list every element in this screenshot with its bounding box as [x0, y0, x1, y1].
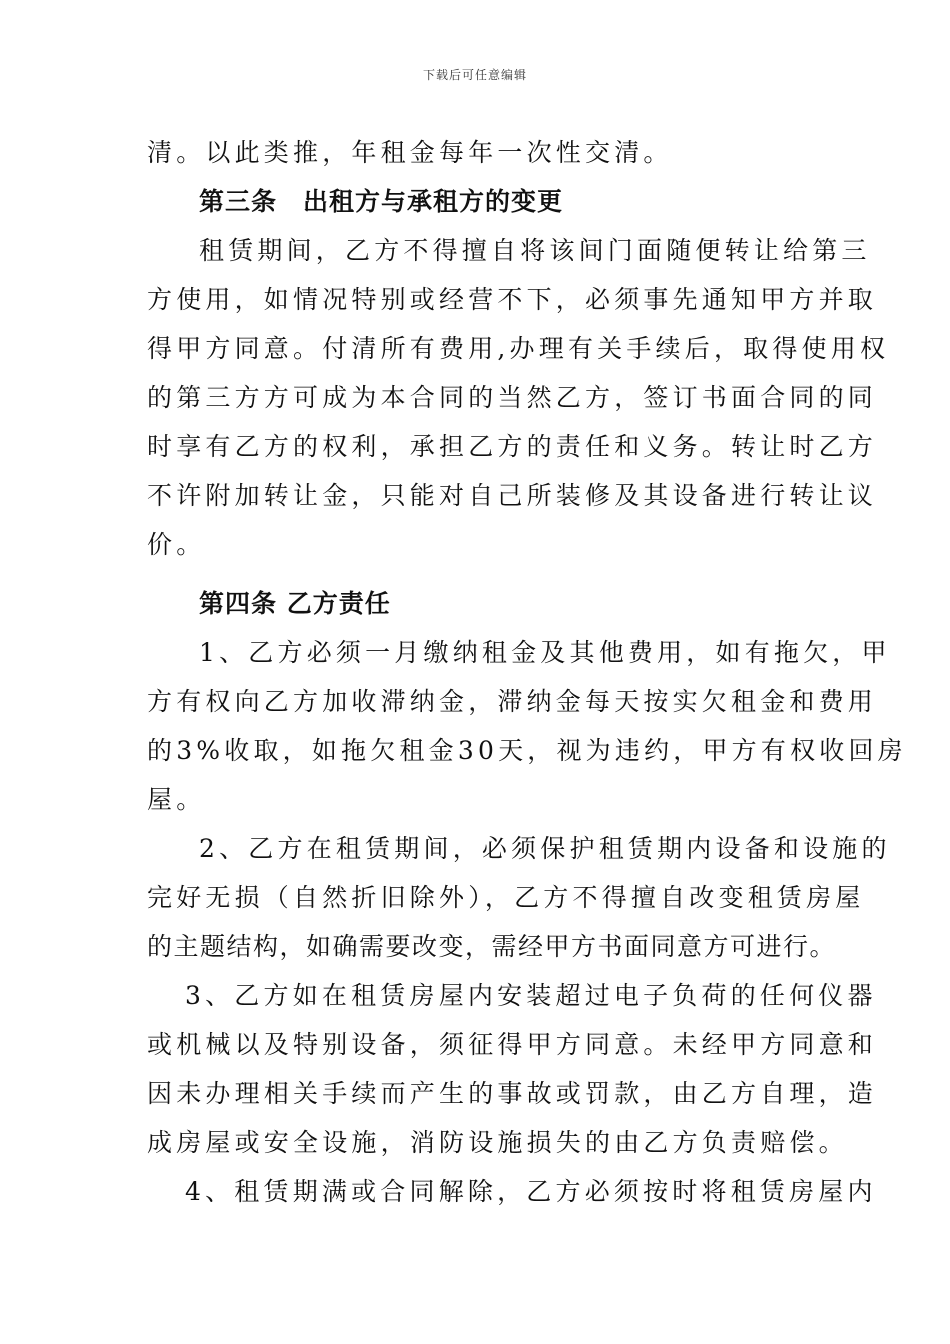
paragraph-line: 因未办理相关手续而产生的事故或罚款，由乙方自理，造 [147, 1079, 878, 1108]
article-3-number: 第三条 [199, 187, 278, 216]
paragraph-line: 不许附加转让金，只能对自己所装修及其设备进行转让议 [147, 481, 878, 510]
paragraph-line: 时享有乙方的权利，承担乙方的责任和义务。转让时乙方 [147, 432, 878, 461]
paragraph-line: 得甲方同意。付清所有费用,办理有关手续后，取得使用权 [147, 334, 890, 363]
paragraph-line: 的3%收取，如拖欠租金30天，视为违约，甲方有权收回房 [147, 736, 907, 765]
paragraph-line: 屋。 [147, 785, 206, 814]
paragraph-line: 价。 [147, 530, 206, 559]
paragraph-line: 清。以此类推，年租金每年一次性交清。 [147, 138, 673, 167]
paragraph-line: 的第三方方可成为本合同的当然乙方，签订书面合同的同 [147, 383, 878, 412]
paragraph-line: 4、租赁期满或合同解除，乙方必须按时将租赁房屋内 [185, 1177, 877, 1206]
article-4-heading: 第四条 乙方责任 [199, 589, 391, 618]
paragraph-line: 方使用，如情况特别或经营不下，必须事先通知甲方并取 [147, 285, 878, 314]
paragraph-line: 的主题结构，如确需要改变，需经甲方书面同意方可进行。 [147, 932, 837, 961]
page-header: 下载后可任意编辑 [422, 68, 527, 82]
paragraph-line: 3、乙方如在租赁房屋内安装超过电子负荷的任何仪器 [185, 981, 877, 1010]
paragraph-line: 2、乙方在租赁期间，必须保护租赁期内设备和设施的 [199, 834, 891, 863]
paragraph-line: 完好无损（自然折旧除外），乙方不得擅自改变租赁房屋 [147, 883, 865, 912]
article-3-title: 出租方与承租方的变更 [303, 187, 564, 216]
paragraph-line: 租赁期间，乙方不得擅自将该间门面随便转让给第三 [199, 236, 871, 265]
paragraph-line: 1、乙方必须一月缴纳租金及其他费用，如有拖欠，甲 [199, 638, 891, 667]
paragraph-line: 成房屋或安全设施，消防设施损失的由乙方负责赔偿。 [147, 1128, 848, 1157]
document-body [147, 128, 907, 1216]
article-3-heading [147, 177, 807, 226]
paragraph-line: 或机械以及特别设备，须征得甲方同意。未经甲方同意和 [147, 1030, 878, 1059]
paragraph-line: 方有权向乙方加收滞纳金，滞纳金每天按实欠租金和费用 [147, 687, 878, 716]
